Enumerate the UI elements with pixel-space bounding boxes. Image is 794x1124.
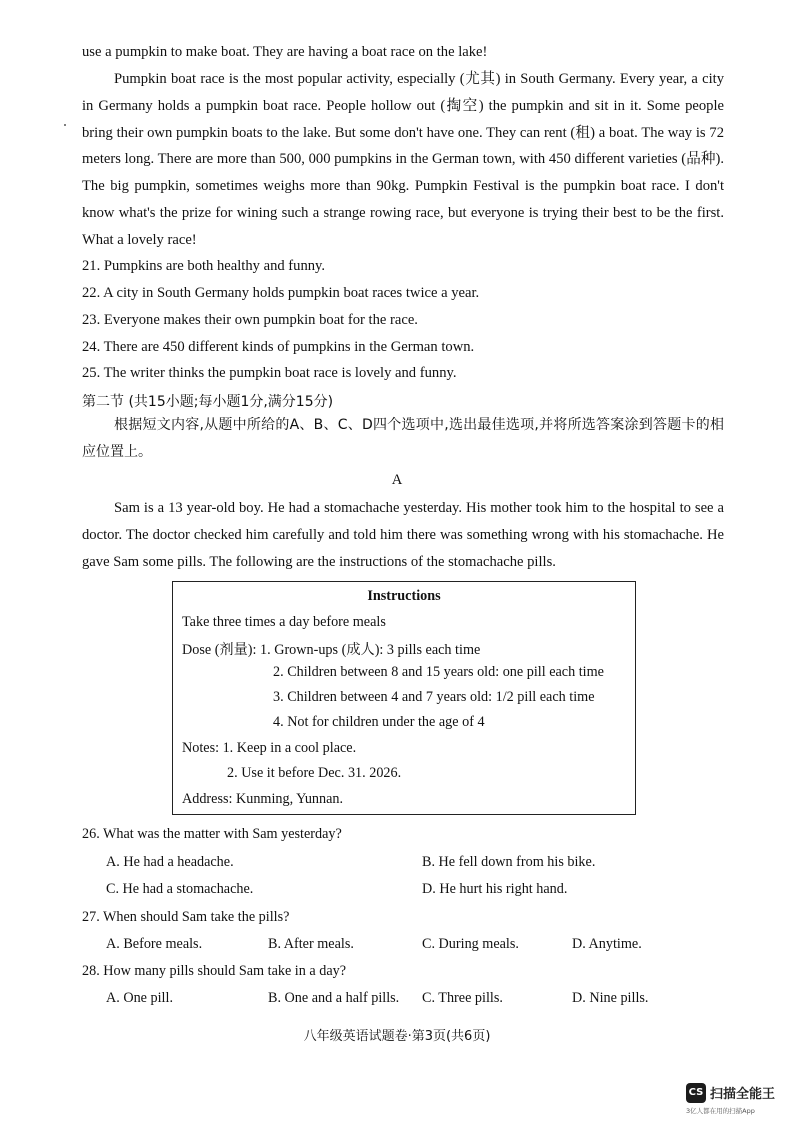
option-26-d: D. He hurt his right hand.: [422, 881, 568, 897]
option-26-b: B. He fell down from his bike.: [422, 854, 596, 870]
instructions-address: Address: Kunming, Yunnan.: [182, 791, 344, 807]
instructions-box: [172, 581, 636, 815]
instructions-dose-4: 4. Not for children under the age of 4: [273, 714, 485, 730]
page-footer: 八年级英语试题卷·第3页(共6页): [303, 1029, 491, 1044]
passage-a: Sam is a 13 year-old boy. He had a stomachache yesterday. His mother took him to the hospital to see a doctor. The doctor checked him carefully and told him there was something wrong with his stomachache. He gave Sam some pills. The following are the instructions of the stomachache pills.: [82, 500, 724, 570]
instructions-take: Take three times a day before meals: [182, 614, 386, 630]
tf-question-24: 24. There are 450 different kinds of pumpkins in the German town.: [82, 339, 475, 355]
instructions-dose-2: 2. Children between 8 and 15 years old: one pill each time: [273, 664, 604, 680]
tf-question-25: 25. The writer thinks the pumpkin boat race is lovely and funny.: [82, 365, 457, 381]
camscanner-name: 扫描全能王: [710, 1087, 776, 1102]
question-26: 26. What was the matter with Sam yesterday?: [82, 826, 342, 842]
option-28-b: B. One and a half pills.: [268, 990, 400, 1006]
option-26-a: A. He had a headache.: [106, 854, 234, 870]
question-28: 28. How many pills should Sam take in a day?: [82, 963, 347, 979]
passage-label: A: [391, 472, 403, 488]
tf-question-22: 22. A city in South Germany holds pumpkin boat races twice a year.: [82, 285, 480, 301]
option-26-c: C. He had a stomachache.: [106, 881, 254, 897]
tf-question-23: 23. Everyone makes their own pumpkin boat for the race.: [82, 312, 418, 328]
camscanner-tagline: 3亿人都在用的扫描App: [686, 1107, 755, 1115]
tf-question-21: 21. Pumpkins are both healthy and funny.: [82, 258, 326, 274]
option-27-c: C. During meals.: [422, 936, 519, 952]
option-27-d: D. Anytime.: [572, 936, 642, 952]
section-instructions: 根据短文内容,从题中所给的A、B、C、D四个选项中,选出最佳选项,并将所选答案涂到答题卡的相应位置上。: [82, 417, 724, 460]
option-28-a: A. One pill.: [106, 990, 173, 1006]
question-27: 27. When should Sam take the pills?: [82, 909, 290, 925]
option-27-b: B. After meals.: [268, 936, 354, 952]
option-28-c: C. Three pills.: [422, 990, 503, 1006]
option-27-a: A. Before meals.: [106, 936, 203, 952]
instructions-notes-2: 2. Use it before Dec. 31. 2026.: [227, 765, 402, 781]
instructions-notes-1: Notes: 1. Keep in a cool place.: [182, 740, 357, 756]
passage-first-line: use a pumpkin to make boat. They are having a boat race on the lake!: [82, 44, 488, 60]
instructions-dose-3: 3. Children between 4 and 7 years old: 1/2 pill each time: [273, 689, 595, 705]
scan-speck: [64, 124, 66, 126]
camscanner-logo-icon: CS: [686, 1083, 706, 1103]
passage-paragraph: Pumpkin boat race is the most popular activity, especially (尤其) in South Germany. Every year, a city in Germany holds a pumpkin boat race. People hollow out (掏空) the pumpkin and sit in it. Some people bring their own pumpkin boats to the lake. But some don't have one. They can rent (租) a boat. The way is 72 meters long. There are more than 500, 000 pumpkins in the German town, with 450 different varieties (品种). The big pumpkin, sometimes weighs more than 90kg. Pumpkin Festival is the pumpkin boat race. I don't know what's the prize for wining such a strange rowing race, but everyone is trying their best to be the first. What a lovely race!: [82, 71, 724, 248]
instructions-dose-1: Dose (剂量): 1. Grown-ups (成人): 3 pills each time: [182, 642, 481, 658]
instructions-title: Instructions: [367, 588, 441, 604]
option-28-d: D. Nine pills.: [572, 990, 649, 1006]
section-heading: 第二节 (共15小题;每小题1分,满分15分): [82, 394, 334, 410]
